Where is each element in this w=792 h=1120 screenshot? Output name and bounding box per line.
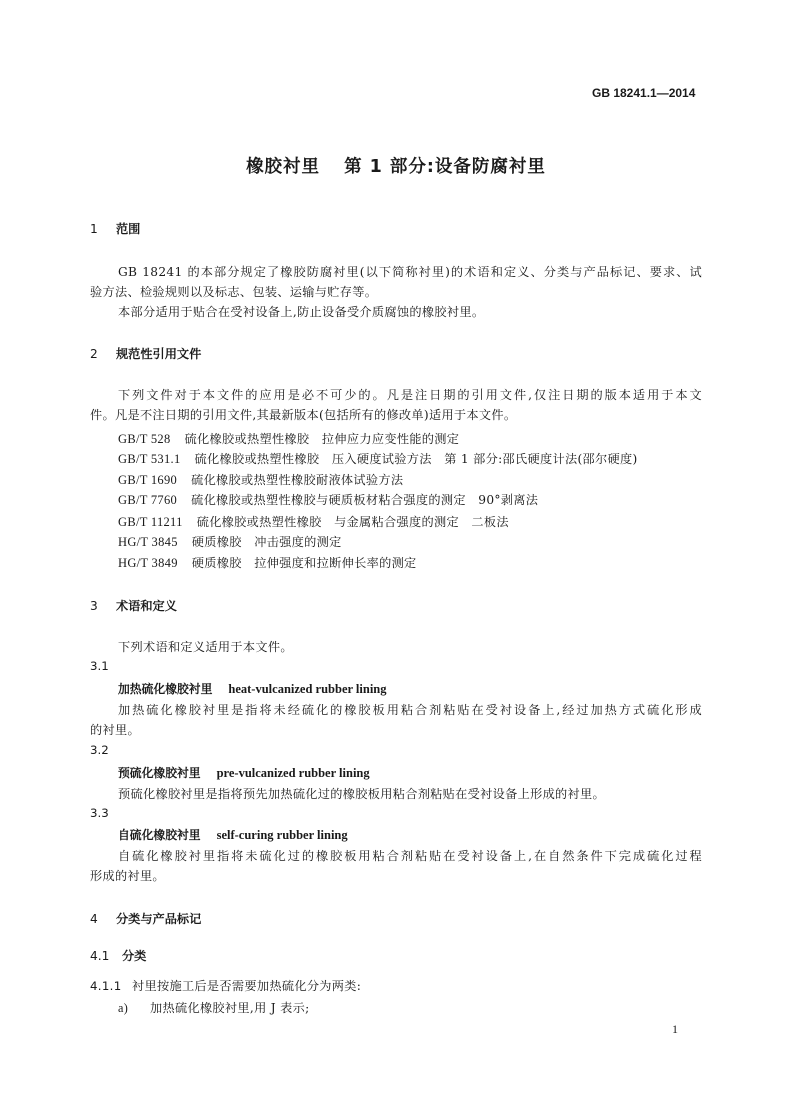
paragraph-line: 下列文件对于本文件的应用是必不可少的。凡是注日期的引用文件,仅注日期的版本适用于本文 — [118, 388, 702, 402]
clause-4-1-1 — [90, 977, 361, 994]
section-4-heading — [90, 910, 201, 927]
reference-item — [118, 471, 403, 488]
term-chinese: 自硫化橡胶衬里 — [118, 828, 201, 842]
reference-item — [118, 554, 417, 571]
reference-title: 硬质橡胶 拉伸强度和拉断伸长率的测定 — [191, 556, 417, 570]
title-part: 第 1 部分:设备防腐衬里 — [344, 157, 546, 177]
term-definition-line: 的衬里。 — [90, 723, 140, 737]
term-number: 3.3 — [90, 806, 109, 820]
term-chinese: 预硫化橡胶衬里 — [118, 766, 201, 780]
reference-item — [118, 533, 342, 550]
subsection-number: 4.1 — [90, 949, 110, 963]
term-heading — [118, 826, 348, 843]
section-title: 范围 — [116, 222, 141, 236]
section-number: 2 — [90, 347, 98, 361]
title-main: 橡胶衬里 — [246, 157, 321, 177]
term-heading — [118, 764, 370, 781]
term-definition-line: 自硫化橡胶衬里指将未硫化过的橡胶板用粘合剂粘贴在受衬设备上,在自然条件下完成硫化过程 — [118, 849, 702, 863]
reference-code: GB/T 7760 — [118, 493, 178, 507]
section-number: 1 — [90, 222, 98, 236]
page-number: 1 — [672, 1022, 678, 1036]
term-number: 3.1 — [90, 659, 109, 673]
document-title — [0, 153, 792, 178]
section-number: 4 — [90, 912, 98, 926]
clause-number: 4.1.1 — [90, 979, 122, 993]
term-english: self-curing rubber lining — [216, 828, 348, 842]
reference-item — [118, 430, 459, 447]
paragraph-line: GB 18241 的本部分规定了橡胶防腐衬里(以下简称衬里)的术语和定义、分类与产品标记、要求、试 — [118, 265, 702, 279]
section-2-heading — [90, 345, 201, 362]
list-item-label: a) — [118, 1001, 129, 1015]
section-title: 规范性引用文件 — [116, 347, 202, 361]
reference-code: HG/T 3849 — [118, 556, 178, 570]
clause-text: 衬里按施工后是否需要加热硫化分为两类: — [132, 979, 362, 993]
term-definition-line: 形成的衬里。 — [90, 869, 165, 883]
subsection-4-1-heading — [90, 947, 146, 964]
reference-code: GB/T 531.1 — [118, 452, 181, 466]
reference-title: 硫化橡胶或热塑性橡胶 与金属粘合强度的测定 二板法 — [196, 515, 509, 529]
reference-title: 硫化橡胶或热塑性橡胶与硬质板材粘合强度的测定 90°剥离法 — [191, 493, 539, 507]
subsection-title: 分类 — [122, 949, 147, 963]
term-definition-line: 加热硫化橡胶衬里是指将未经硫化的橡胶板用粘合剂粘贴在受衬设备上,经过加热方式硫化形成 — [118, 703, 702, 717]
reference-title: 硫化橡胶或热塑性橡胶耐液体试验方法 — [191, 473, 404, 487]
section-title: 分类与产品标记 — [116, 912, 202, 926]
standard-number: GB 18241.1—2014 — [592, 86, 696, 100]
term-english: pre-vulcanized rubber lining — [216, 766, 370, 780]
paragraph-line: 件。凡是不注日期的引用文件,其最新版本(包括所有的修改单)适用于本文件。 — [90, 408, 517, 422]
reference-item — [118, 491, 538, 508]
section-1-heading — [90, 220, 140, 237]
paragraph-line: 本部分适用于贴合在受衬设备上,防止设备受介质腐蚀的橡胶衬里。 — [118, 305, 485, 319]
reference-title: 硫化橡胶或热塑性橡胶 压入硬度试验方法 第 1 部分:邵氏硬度计法(邵尔硬度) — [194, 452, 638, 466]
section-title: 术语和定义 — [116, 599, 177, 613]
reference-item — [118, 450, 638, 467]
reference-item — [118, 513, 509, 530]
term-definition-line: 预硫化橡胶衬里是指将预先加热硫化过的橡胶板用粘合剂粘贴在受衬设备上形成的衬里。 — [118, 787, 606, 801]
list-item — [118, 999, 309, 1016]
term-english: heat-vulcanized rubber lining — [228, 682, 387, 696]
reference-code: HG/T 3845 — [118, 535, 178, 549]
term-chinese: 加热硫化橡胶衬里 — [118, 682, 213, 696]
reference-code: GB/T 1690 — [118, 473, 178, 487]
paragraph-line: 下列术语和定义适用于本文件。 — [118, 640, 293, 654]
reference-title: 硫化橡胶或热塑性橡胶 拉伸应力应变性能的测定 — [184, 432, 460, 446]
section-number: 3 — [90, 599, 98, 613]
reference-code: GB/T 11211 — [118, 515, 183, 529]
term-number: 3.2 — [90, 743, 109, 757]
term-heading — [118, 680, 387, 697]
paragraph-line: 验方法、检验规则以及标志、包装、运输与贮存等。 — [90, 285, 378, 299]
reference-code: GB/T 528 — [118, 432, 171, 446]
section-3-heading — [90, 597, 177, 614]
reference-title: 硬质橡胶 冲击强度的测定 — [191, 535, 342, 549]
list-item-text: 加热硫化橡胶衬里,用 J 表示; — [150, 1001, 310, 1015]
